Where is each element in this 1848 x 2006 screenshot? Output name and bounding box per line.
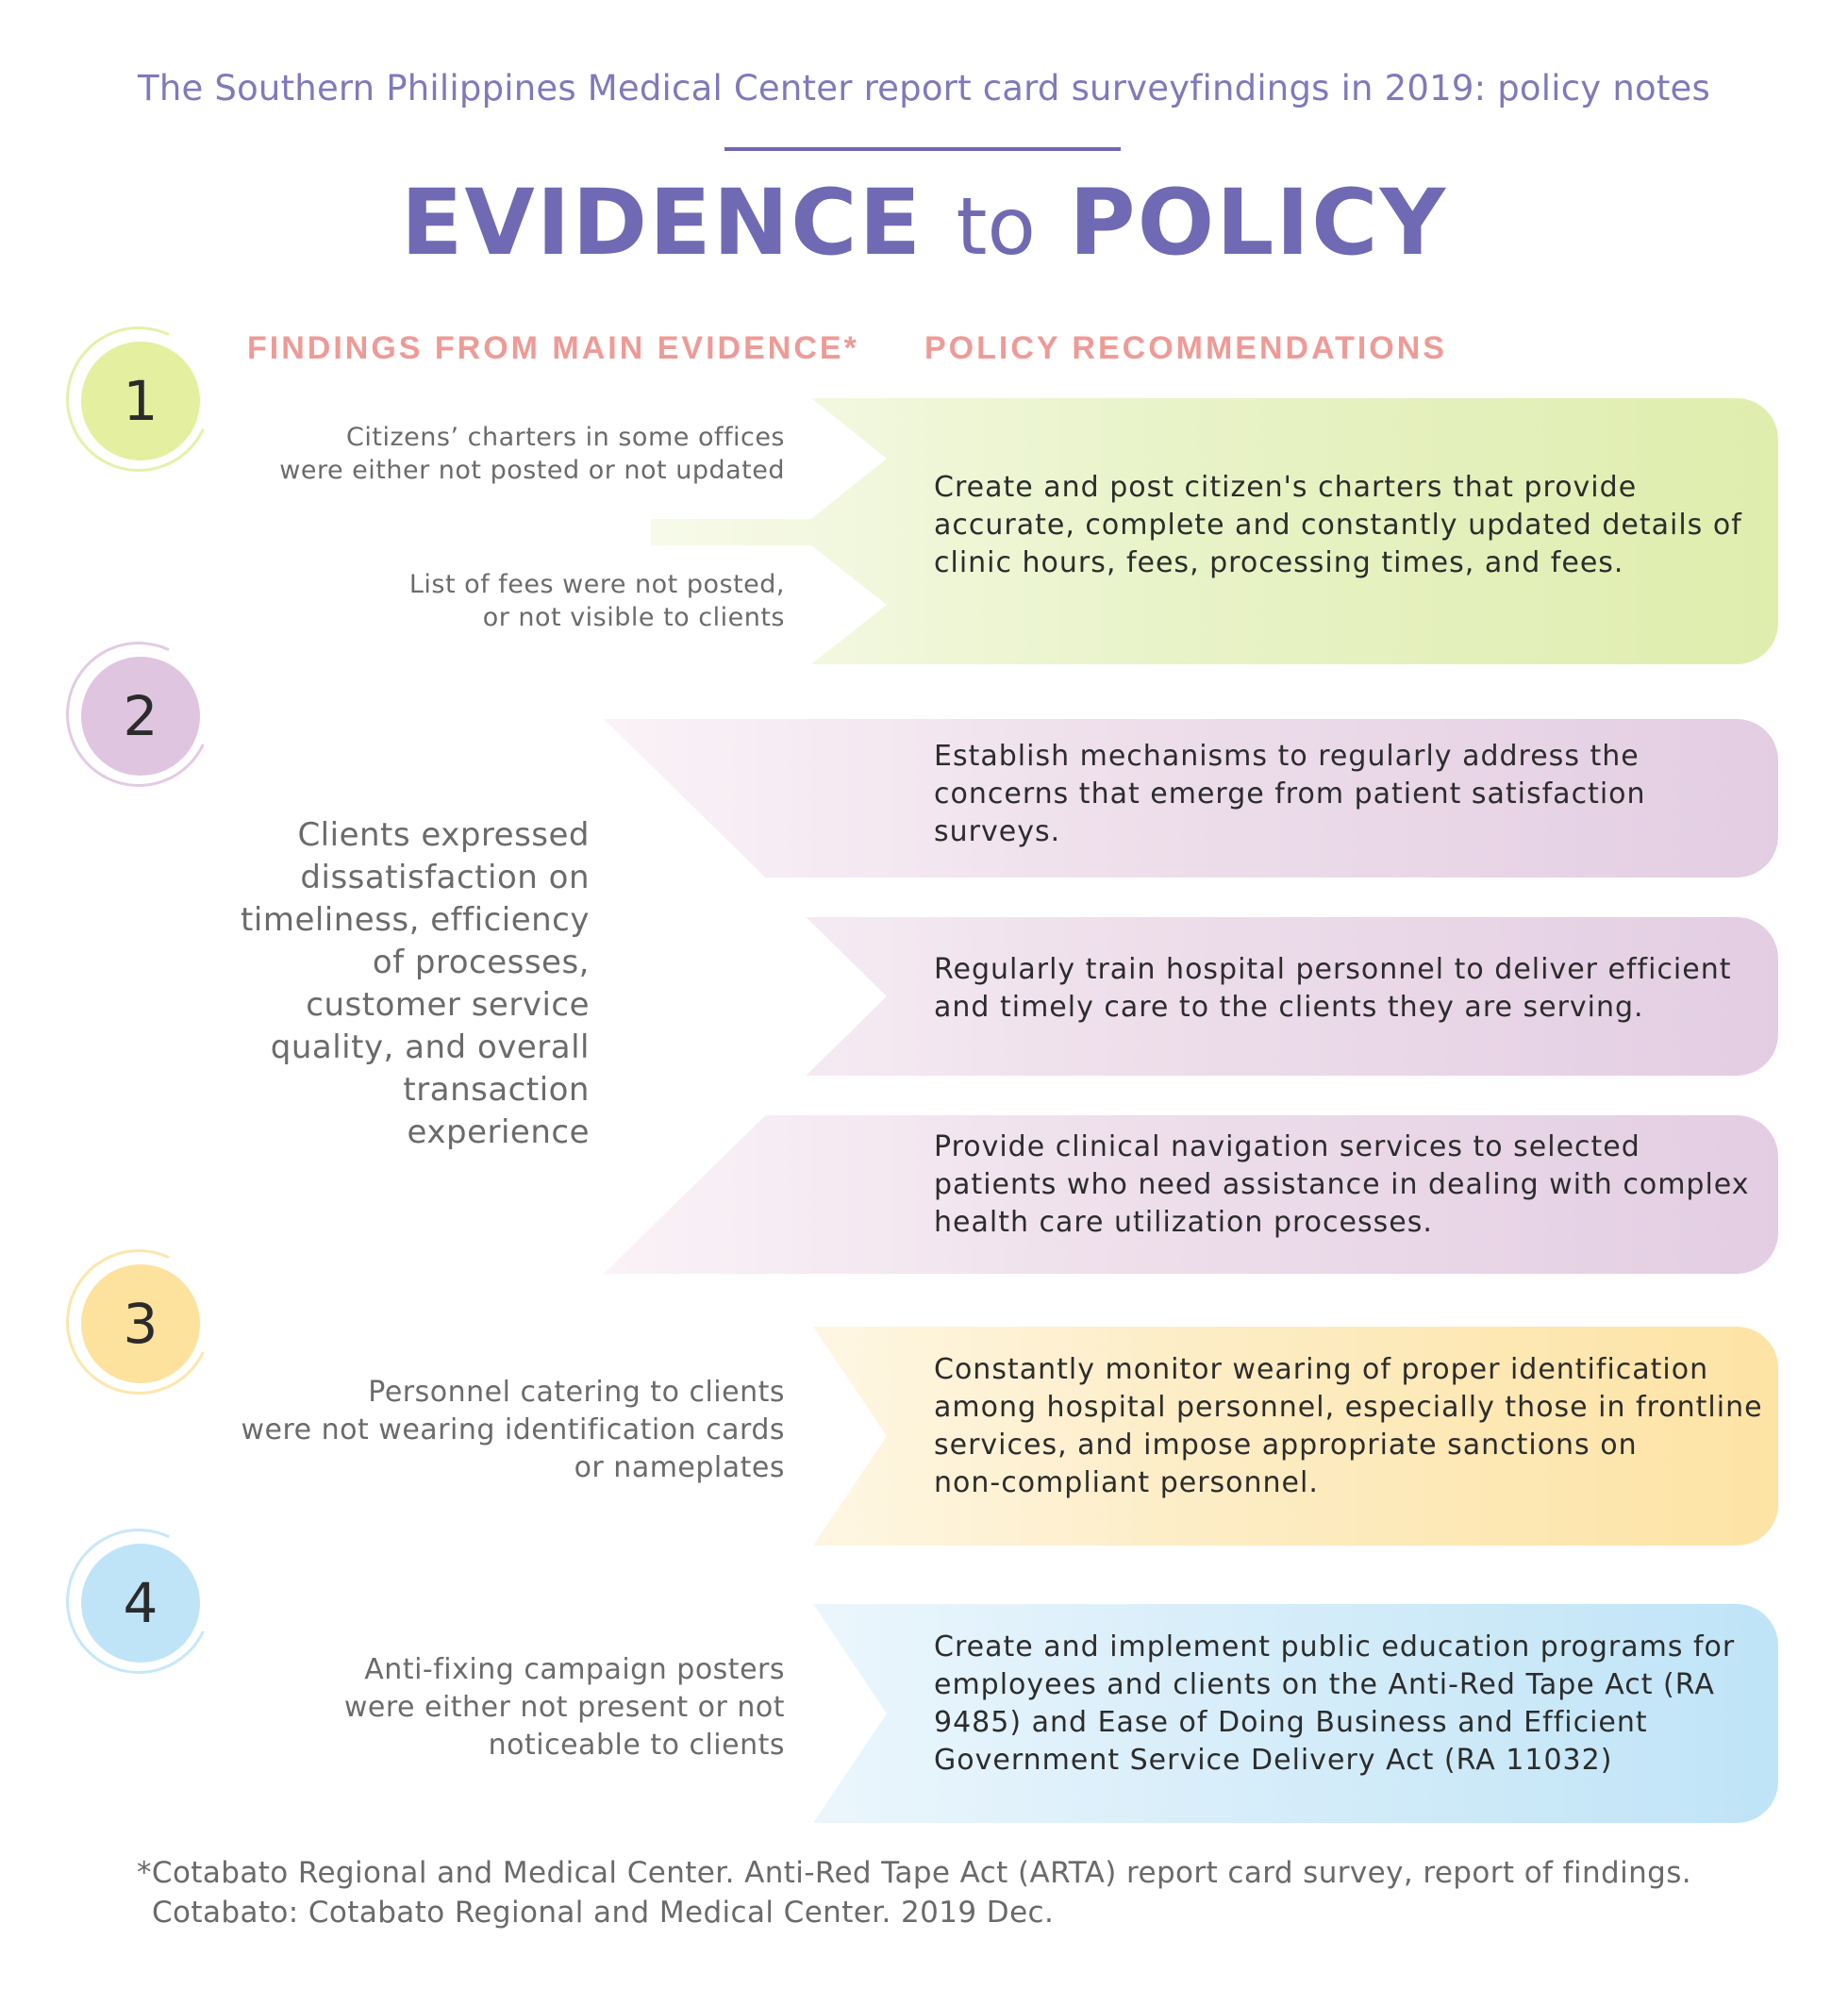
footnote-line-1: *Cotabato Regional and Medical Center. Anti-Red Tape Act (ARTA) report card survey, report of findings. <box>137 1856 1692 1890</box>
finding-3-text: Personnel catering to clients were not wearing identification cards or nameplates <box>241 1376 785 1484</box>
badge-number: 3 <box>81 1264 200 1383</box>
title-policy: POLICY <box>1069 170 1448 276</box>
recommendations-column-heading: POLICY RECOMMENDATIONS <box>924 330 1447 366</box>
section-badge-3 <box>70 1253 211 1395</box>
recommendation-3-text: Constantly monitor wearing of proper identification among hospital personnel, especially those in frontline services, and impose appropriate sanctions on non-compliant personnel. <box>934 1353 1763 1499</box>
title-to: to <box>956 180 1036 273</box>
finding-1b-text: List of fees were not posted, or not visible to clients <box>408 570 785 632</box>
recommendation-2a-text: Establish mechanisms to regularly address the concerns that emerge from patient satisfaction surveys. <box>934 740 1646 848</box>
finding-2-text: Clients expressed dissatisfaction on timeliness, efficiency of processes, customer service quality, and overall transaction experience <box>241 816 590 1151</box>
section-badge-2 <box>70 645 211 787</box>
badge-number: 1 <box>81 342 200 460</box>
finding-1a-text: Citizens’ charters in some offices were either not posted or not updated <box>279 423 785 485</box>
finding-4-text: Anti-fixing campaign posters were either not present or not noticeable to clients <box>343 1653 785 1762</box>
section-badge-4 <box>70 1532 211 1674</box>
footnote-line-2: Cotabato: Cotabato Regional and Medical Center. 2019 Dec. <box>152 1896 1055 1930</box>
recommendation-2b-text: Regularly train hospital personnel to deliver efficient and timely care to the clients they are serving. <box>934 953 1732 1024</box>
badge-number: 2 <box>81 657 200 776</box>
findings-column-heading: FINDINGS FROM MAIN EVIDENCE* <box>247 330 859 366</box>
title-divider <box>724 147 1121 151</box>
recommendation-2c-text: Provide clinical navigation services to selected patients who need assistance in dealing with complex health care utilization processes. <box>934 1130 1750 1239</box>
section-badge-1 <box>70 330 211 472</box>
badge-number: 4 <box>81 1544 200 1663</box>
recommendation-4-text: Create and implement public education programs for employees and clients on the Anti-Red Tape Act (RA 9485) and Ease of Doing Business and Efficient Government Service Delivery Act (RA 11032) <box>934 1630 1736 1777</box>
page-subtitle: The Southern Philippines Medical Center report card surveyfindings in 2019: policy notes <box>138 68 1710 109</box>
title-evidence: EVIDENCE <box>400 170 924 276</box>
page-title <box>0 170 1848 276</box>
footnote <box>137 1853 1691 1932</box>
recommendation-1-text: Create and post citizen's charters that provide accurate, complete and constantly updated details of clinic hours, fees, processing times, and fees. <box>934 471 1742 579</box>
